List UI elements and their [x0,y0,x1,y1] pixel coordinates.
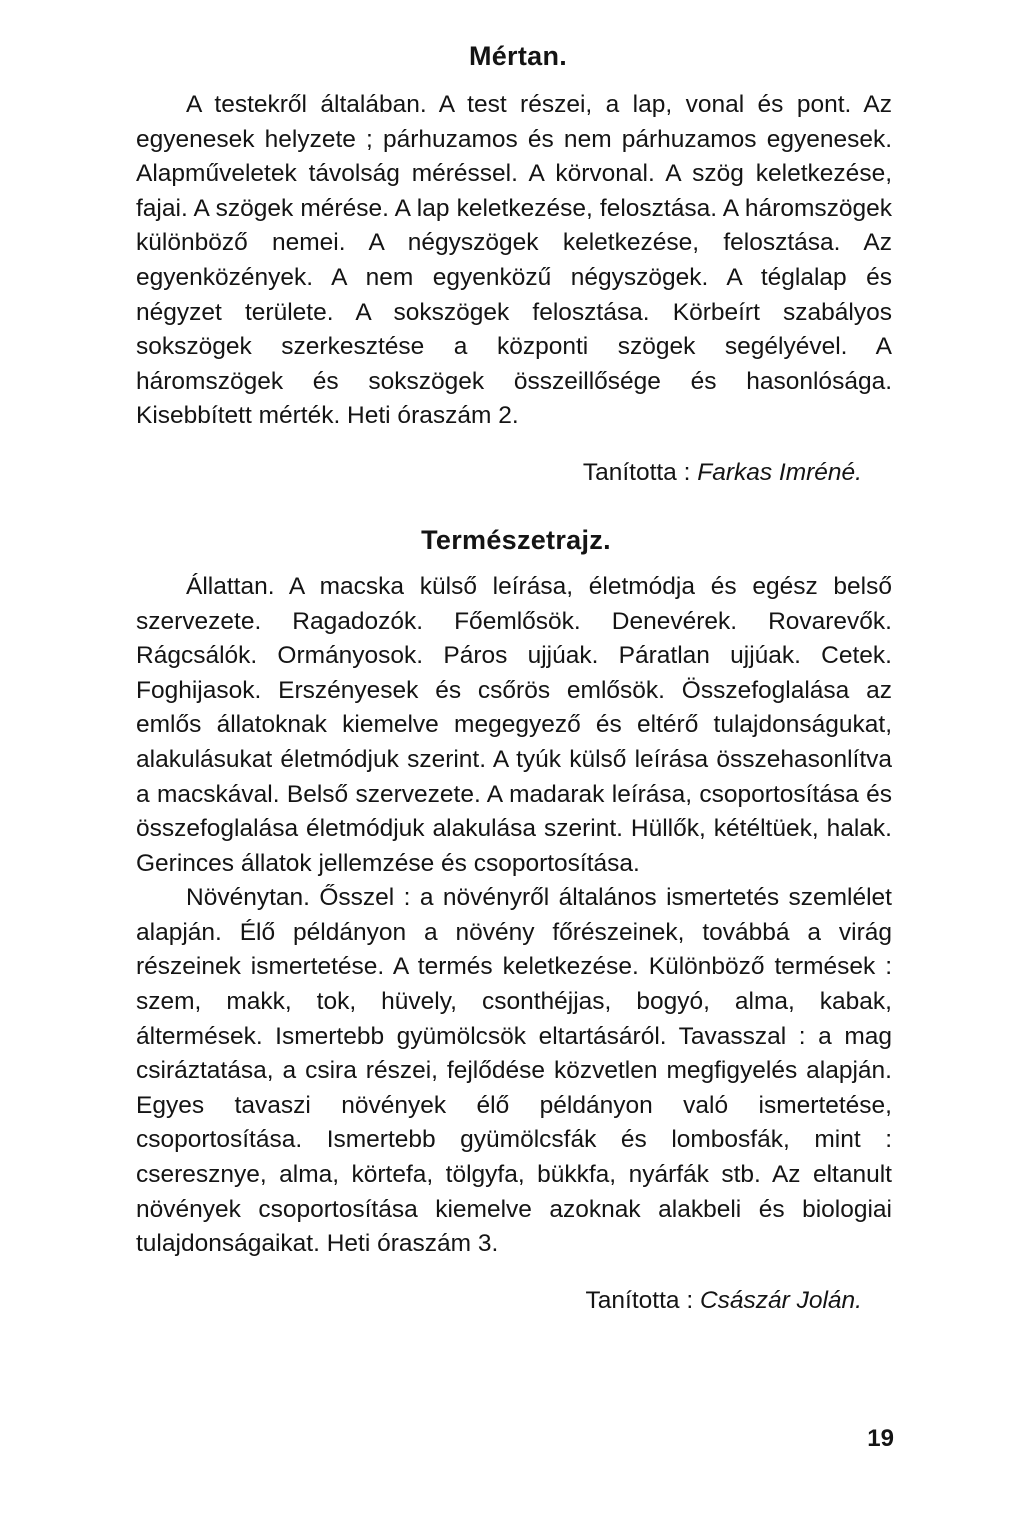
signature-label: Tanította : [585,1286,694,1314]
signature-name: Császár Jolán. [699,1286,862,1314]
signature-name: Farkas Imréné. [697,458,862,486]
paragraph-novenytan: Növénytan. Ősszel : a növényről általános ismertetés szemlélet alapján. Élő példányon a növény főrészeinek, továbbá a virág részeinek ismertetése. A termés keletkezése. Különböző termések : szem, makk, tok, hüvely, csonthéjjas, bogyó, alma, kabak, áltermések. Ismertebb gyümölcsök eltartásáról. Tavasszal : a mag csiráztatása, a csira részei, fejlődése közvetlen megfigyelés alapján. Egyes tavaszi növények élő példányon való ismertetése, csoportosítása. Ismertebb gyümölcsfák és lombosfák, mint : cseresznye, alma, körtefa, tölgyfa, bükkfa, nyárfák stb. Az eltanult növények csoportosítása kiemelve azoknak alakbeli és biologiai tulajdonságaikat. Heti óraszám 3. [136,884,892,1258]
page-number: 19 [867,1425,894,1452]
section-title-termeszetrajz: Természetrajz. [421,524,611,555]
section-title-mertan: Mértan. [468,41,568,71]
paragraph-allattan: Állattan. A macska külső leírása, életmódja és egész belső szervezete. Ragadozók. Főemlősök. Denevérek. Rovarevők. Rágcsálók. Ormányosok. Páros ujjúak. Páratlan ujjúak. Cetek. Foghijasok. Erszényesek és csőrös emlősök. Összefoglalása az emlős állatoknak kiemelve megegyező és eltérő tulajdonságukat, alakulásukat életmódjuk szerint. A tyúk külső leírása összehasonlítva a macskával. Belső szervezete. A madarak leírása, csoportosítása és összefoglalása életmódjuk alakulása szerint. Hüllők, kétéltüek, halak. Gerinces állatok jellemzése és csoportosítása. [136,572,892,877]
signature-mertan [136,456,892,490]
signature-label: Tanította : [582,458,691,486]
paragraph-mertan: A testekről általában. A test részei, a lap, vonal és pont. Az egyenesek helyzete ; párhuzamos és nem párhuzamos egyenesek. Alapműveletek távolság méréssel. A körvonal. A szög keletkezése, fajai. A szögek mérése. A lap keletkezése, felosztása. A háromszögek különböző nemei. A négyszögek keletkezése, felosztása. Az egyenközények. A nem egyenközű négyszögek. A téglalap és négyzet területe. A sokszögek felosztása. Körbeírt szabályos sokszögek szerkesztése a központi szögek segélyével. A háromszögek és sokszögek összeillősége és hasonlósága. Kisebbített mérték. Heti óraszám 2. [136,91,892,430]
signature-termeszetrajz [136,1284,892,1318]
page-content [136,40,892,1318]
